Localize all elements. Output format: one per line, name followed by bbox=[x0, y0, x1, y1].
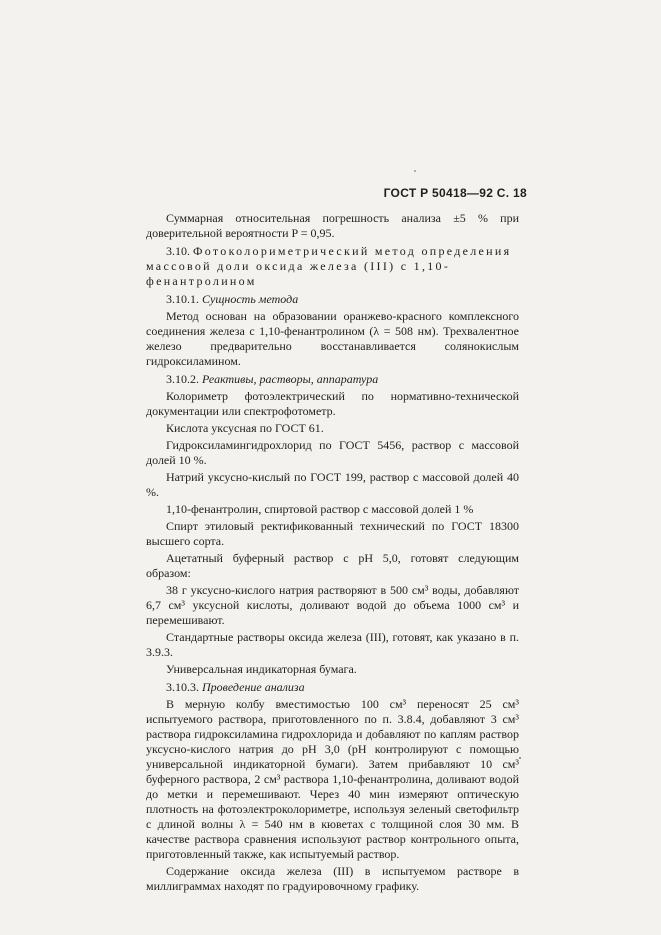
paragraph-standard-solutions: Стандартные растворы оксида железа (III), готовят, как указано в п. 3.9.3. bbox=[146, 630, 519, 659]
paragraph-colorimeter: Колориметр фотоэлектрический по нормативно-технической документации или спектрофотометр. bbox=[146, 389, 519, 418]
paragraph-error: Суммарная относительная погрешность анализа ±5 % при доверительной вероятности P = 0,95. bbox=[146, 211, 519, 240]
section-3-10-1 bbox=[146, 292, 519, 307]
page-header: ГОСТ Р 50418—92 С. 18 bbox=[383, 186, 527, 200]
paragraph-buffer-prep: 38 г уксусно-кислого натрия растворяют в 500 см³ воды, добавляют 6,7 см³ уксусной кислоты, доливают водой до объема 1000 см³ и перемешивают. bbox=[146, 583, 519, 627]
section-title: Реактивы, растворы, аппаратура bbox=[202, 372, 379, 386]
section-number: 3.10.3. bbox=[166, 680, 199, 694]
section-title: Проведение анализа bbox=[202, 680, 305, 694]
paragraph-ethanol: Спирт этиловый ректификованный технический по ГОСТ 18300 высшего сорта. bbox=[146, 519, 519, 548]
section-number: 3.10.1. bbox=[166, 292, 199, 306]
paragraph-indicator-paper: Универсальная индикаторная бумага. bbox=[166, 662, 357, 676]
section-number: 3.10. bbox=[166, 244, 190, 258]
section-number: 3.10.2. bbox=[166, 372, 199, 386]
section-title: Фотоколориметрический метод определения массовой доли оксида железа (III) с 1,10-фенантролином bbox=[146, 244, 512, 288]
paragraph-procedure: В мерную колбу вместимостью 100 см³ переносят 25 см³ испытуемого раствора, приготовленного по п. 3.8.4, добавляют 3 см³ раствора гидроксиламина гидрохлорида и добавляют по каплям раствор уксусно-кислого натрия до pH 3,0 (pH контролируют с помощью универсальной индикаторной бумаги). Затем прибавляют 10 см³ буферного раствора, 2 см³ раствора 1,10-фенантролина, доливают водой до метки и перемешивают. Через 40 мин измеряют оптическую плотность на фотоэлектроколориметре, используя зеленый светофильтр с длиной волны λ = 540 нм в кюветах с толщиной слоя 30 мм. В качестве раствора сравнения используют раствор контрольного опыта, приготовленный также, как испытуемый раствор. bbox=[146, 697, 519, 861]
section-3-10 bbox=[146, 244, 519, 289]
paragraph-phenanthroline: 1,10-фенантролин, спиртовой раствор с массовой долей 1 % bbox=[166, 502, 474, 516]
scan-speck bbox=[519, 757, 521, 759]
paragraph-method: Метод основан на образовании оранжево-красного комплексного соединения железа с 1,10-фенантролином (λ = 508 нм). Трехвалентное железо предварительно восстанавливается солянокислым гидроксиламином. bbox=[146, 309, 519, 368]
document-body bbox=[146, 211, 519, 896]
section-title: Сущность метода bbox=[202, 292, 299, 306]
scan-speck bbox=[414, 170, 416, 172]
section-3-10-3 bbox=[146, 680, 519, 695]
paragraph-sodium-acetate: Натрий уксусно-кислый по ГОСТ 199, раствор с массовой долей 40 %. bbox=[146, 470, 519, 499]
section-3-10-2 bbox=[146, 372, 519, 387]
paragraph-result: Содержание оксида железа (III) в испытуемом растворе в миллиграммах находят по градуировочному графику. bbox=[146, 864, 519, 893]
paragraph-buffer: Ацетатный буферный раствор с pH 5,0, готовят следующим образом: bbox=[146, 551, 519, 580]
paragraph-hydroxylamine: Гидроксиламингидрохлорид по ГОСТ 5456, раствор с массовой долей 10 %. bbox=[146, 438, 519, 467]
paragraph-acetic-acid: Кислота уксусная по ГОСТ 61. bbox=[166, 421, 324, 435]
